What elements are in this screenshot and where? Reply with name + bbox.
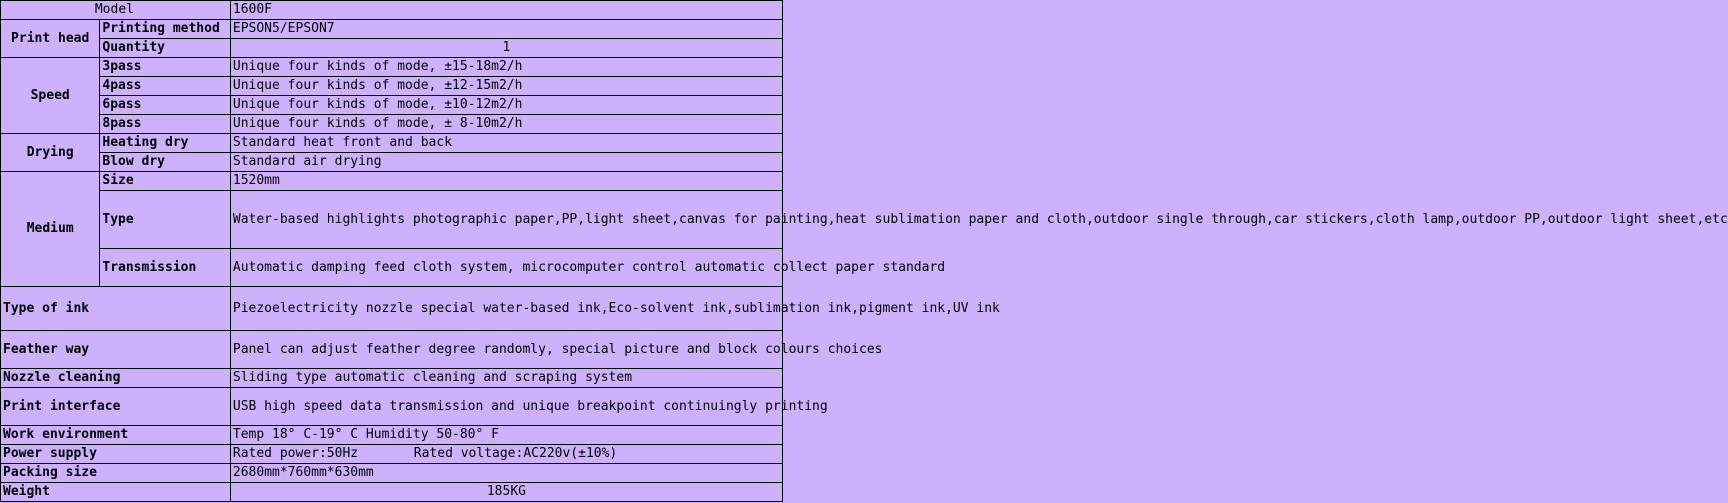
nozzle-value: Sliding type automatic cleaning and scraping system	[230, 369, 782, 388]
environment-value: Temp 18° C-19° C Humidity 50-80° F	[230, 426, 782, 445]
row-power	[1, 445, 783, 464]
row-model	[1, 1, 783, 20]
blow-dry-value: Standard air drying	[230, 153, 782, 172]
medium-type-label: Type	[100, 191, 231, 249]
weight-label: Weight	[1, 483, 231, 502]
medium-size-label: Size	[100, 172, 231, 191]
packing-label: Packing size	[1, 464, 231, 483]
heating-dry-value: Standard heat front and back	[230, 134, 782, 153]
nozzle-label: Nozzle cleaning	[1, 369, 231, 388]
interface-value: USB high speed data transmission and unique breakpoint continuingly printing	[230, 388, 782, 426]
row-nozzle	[1, 369, 783, 388]
row-medium-transmission	[1, 249, 783, 287]
environment-label: Work environment	[1, 426, 231, 445]
packing-value: 2680mm*760mm*630mm	[230, 464, 782, 483]
feather-value: Panel can adjust feather degree randomly, special picture and block colours choices	[230, 331, 782, 369]
medium-size-value: 1520mm	[230, 172, 782, 191]
row-heating-dry	[1, 134, 783, 153]
row-speed-8pass	[1, 115, 783, 134]
row-printing-method	[1, 20, 783, 39]
speed-pass-value: Unique four kinds of mode, ±10-12m2/h	[230, 96, 782, 115]
speed-pass-label: 4pass	[100, 77, 231, 96]
row-environment	[1, 426, 783, 445]
row-feather	[1, 331, 783, 369]
weight-value: 185KG	[230, 483, 782, 502]
blow-dry-label: Blow dry	[100, 153, 231, 172]
speed-label: Speed	[1, 58, 100, 134]
ink-label: Type of ink	[1, 287, 231, 331]
quantity-value: 1	[230, 39, 782, 58]
interface-label: Print interface	[1, 388, 231, 426]
row-speed-3pass	[1, 58, 783, 77]
speed-pass-label: 6pass	[100, 96, 231, 115]
rated-power: Rated power:50Hz	[232, 446, 359, 461]
model-value: 1600F	[230, 1, 782, 20]
speed-pass-value: Unique four kinds of mode, ±12-15m2/h	[230, 77, 782, 96]
print-head-label: Print head	[1, 20, 100, 58]
medium-transmission-value: Automatic damping feed cloth system, microcomputer control automatic collect paper standard	[230, 249, 782, 287]
rated-voltage: Rated voltage:AC220v(±10%)	[413, 446, 618, 461]
row-blow-dry	[1, 153, 783, 172]
power-value	[230, 445, 782, 464]
row-medium-size	[1, 172, 783, 191]
speed-pass-label: 8pass	[100, 115, 231, 134]
row-ink	[1, 287, 783, 331]
medium-transmission-label: Transmission	[100, 249, 231, 287]
row-quantity	[1, 39, 783, 58]
medium-type-value: Water-based highlights photographic paper,PP,light sheet,canvas for painting,heat sublimation paper and cloth,outdoor single through,car stickers,cloth lamp,outdoor PP,outdoor light sheet,etc	[230, 191, 782, 249]
printing-method-label: Printing method	[100, 20, 231, 39]
row-speed-6pass	[1, 96, 783, 115]
speed-pass-value: Unique four kinds of mode, ±15-18m2/h	[230, 58, 782, 77]
row-interface	[1, 388, 783, 426]
speed-pass-label: 3pass	[100, 58, 231, 77]
drying-label: Drying	[1, 134, 100, 172]
printing-method-value: EPSON5/EPSON7	[230, 20, 782, 39]
row-medium-type	[1, 191, 783, 249]
model-label: Model	[1, 1, 231, 20]
row-speed-4pass	[1, 77, 783, 96]
quantity-label: Quantity	[100, 39, 231, 58]
row-weight	[1, 483, 783, 502]
power-label: Power supply	[1, 445, 231, 464]
heating-dry-label: Heating dry	[100, 134, 231, 153]
row-packing	[1, 464, 783, 483]
ink-value: Piezoelectricity nozzle special water-based ink,Eco-solvent ink,sublimation ink,pigment ink,UV ink	[230, 287, 782, 331]
feather-label: Feather way	[1, 331, 231, 369]
speed-pass-value: Unique four kinds of mode, ± 8-10m2/h	[230, 115, 782, 134]
medium-label: Medium	[1, 172, 100, 287]
